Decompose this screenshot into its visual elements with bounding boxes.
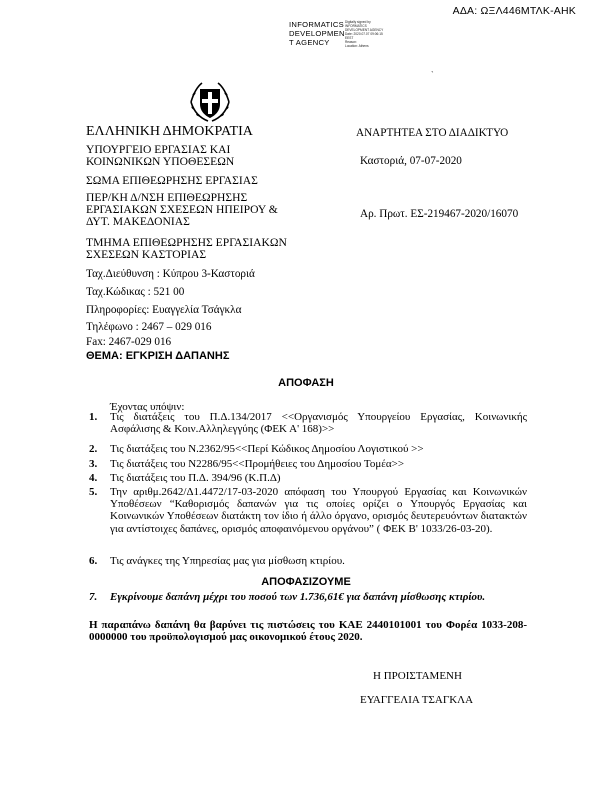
list-number: 5. (89, 486, 98, 498)
list-text: Τις διατάξεις του Ν2286/95<<Προμήθειες του Δημοσίου Τομέα>> (110, 458, 405, 470)
signature-line: INFORMATICS (345, 24, 367, 28)
list-number: 7. (89, 591, 98, 603)
signature-line: Date: 2020.07.07 09:06:15 (345, 32, 383, 36)
signature-line: EEST (345, 36, 354, 40)
budget-paragraph: Η παραπάνω δαπάνη θα βαρύνει τις πιστώσεις του ΚΑΕ 2440101001 του Φορέα 1033-208-0000000 του προϋπολογισμού μας οικονομικού έτους 2020. (89, 619, 527, 644)
list-item (89, 458, 527, 470)
dept-line: ΔΥΤ. ΜΑΚΕΔΟΝΙΑΣ (86, 215, 190, 228)
list-text: Τις διατάξεις του Ν.2362/95<<Περί Κώδικος Δημοσίου Λογιστικού >> (110, 443, 424, 455)
phone-number: Τηλέφωνο : 2467 – 029 016 (86, 321, 212, 333)
decision-heading: ΑΠΟΦΑΣΗ (278, 377, 334, 389)
list-number: 4. (89, 472, 98, 484)
list-text: Τις ανάγκες της Υπηρεσίας μας για μίσθωση κτιρίου. (110, 555, 345, 567)
greek-emblem-icon (188, 80, 232, 124)
ministry-line: ΥΠΟΥΡΓΕΙΟ ΕΡΓΑΣΙΑΣ ΚΑΙ (86, 143, 231, 156)
signature-line: Digitally signed by (345, 20, 371, 24)
list-item (89, 472, 527, 484)
digital-signature-block (345, 20, 383, 48)
contact-info: Πληροφορίες: Ευαγγελία Τσάγκλα (86, 304, 242, 316)
signatory-title: Η ΠΡΟΙΣΤΑΜΕΝΗ (373, 670, 462, 682)
list-number: 3. (89, 458, 98, 470)
regional-directorate (86, 192, 278, 228)
list-item (89, 486, 527, 535)
list-number: 2. (89, 443, 98, 455)
fax-number: Fax: 2467-029 016 (86, 336, 172, 348)
ministry-line: ΚΟΙΝΩΝΙΚΩΝ ΥΠΟΘΕΣΕΩΝ (86, 155, 235, 168)
section-line: ΤΜΗΜΑ ΕΠΙΘΕΩΡΗΣΗΣ ΕΡΓΑΣΙΑΚΩΝ (86, 236, 287, 249)
signature-line: DEVELOPMENT AGENCY (345, 28, 384, 32)
section-line: ΣΧΕΣΕΩΝ ΚΑΣΤΟΡΙΑΣ (86, 248, 207, 261)
signature-line: Location: Athens (345, 44, 369, 48)
postal-address: Ταχ.Διεύθυνση : Κύπρου 3-Καστοριά (86, 268, 255, 280)
list-item (89, 443, 527, 455)
protocol-number: Αρ. Πρωτ. ΕΣ-219467-2020/16070 (360, 208, 519, 220)
list-item (89, 555, 527, 567)
logo-line: DEVELOPMEN (289, 29, 345, 38)
logo-line: INFORMATICS (289, 20, 345, 29)
signatory-name: ΕΥΑΓΓΕΛΙΑ ΤΣΑΓΚΛΑ (360, 694, 474, 706)
having-regard-label: Έχοντας υπόψιν: (110, 401, 185, 413)
country-title: ΕΛΛΗΝΙΚΗ ΔΗΜΟΚΡΑΤΙΑ (86, 124, 253, 139)
subject-line: ΘΕΜΑ: ΕΓΚΡΙΣΗ ΔΑΠΑΝΗΣ (86, 350, 230, 362)
document-date: Καστοριά, 07-07-2020 (360, 155, 462, 167)
list-number: 6. (89, 555, 98, 567)
postal-code: Ταχ.Κώδικας : 521 00 (86, 286, 185, 298)
ministry-name (86, 144, 234, 168)
inspection-body: ΣΩΜΑ ΕΠΙΘΕΩΡΗΣΗΣ ΕΡΓΑΣΙΑΣ (86, 174, 258, 187)
list-number: 1. (89, 411, 98, 423)
tick-mark: ` (431, 70, 434, 79)
list-text: Εγκρίνουμε δαπάνη μέχρι του ποσού των 1.736,61€ για δαπάνη μίσθωσης κτιρίου. (110, 591, 486, 603)
list-text: Τις διατάξεις του Π.Δ.134/2017 <<Οργανισμός Υπουργείου Εργασίας, Κοινωνικής Ασφάλισης & Κοιν.Αλληλεγγύης (ΦΕΚ Α' 168)>> (110, 411, 527, 436)
ada-code: ΑΔΑ: ΩΞΛ446ΜΤΛΚ-ΑΗΚ (452, 5, 576, 17)
signature-line: Reason: (345, 40, 357, 44)
publish-notice: ΑΝΑΡΤΗΤΕΑ ΣΤΟ ΔΙΑΔΙΚΤΥΟ (356, 127, 509, 139)
informatics-logo (289, 20, 345, 47)
dept-line: ΠΕΡ/ΚΗ Δ/ΝΣΗ ΕΠΙΘΕΩΡΗΣΗΣ (86, 191, 248, 204)
list-text: Την αριθμ.2642/Δ1.4472/17-03-2020 απόφαση του Υπουργού Εργασίας και Κοινωνικών Υποθέσεων “Καθορισμός δαπανών για τις οποίες ορίζει ο Υπουργός Εργασίας και Κοινωνικών Υποθέσεων διατάκτη τον ίδιο ή άλλο όργανο, ορισμός δευτερευόντων διατακτών για αντίστοιχες δαπάνες, ορισμός αποφαινόμενου οργάνου” ( ΦΕΚ Β' 1033/26-03-20). (110, 486, 527, 535)
dept-line: ΕΡΓΑΣΙΑΚΩΝ ΣΧΕΣΕΩΝ ΗΠΕΙΡΟΥ & (86, 203, 278, 216)
list-item (89, 411, 527, 435)
inspection-section (86, 237, 287, 261)
list-text: Τις διατάξεις του Π.Δ. 394/96 (Κ.Π.Δ) (110, 472, 281, 484)
we-decide-heading: ΑΠΟΦΑΣΙΖΟΥΜΕ (261, 576, 351, 588)
list-item (89, 591, 527, 603)
logo-line: T AGENCY (289, 38, 330, 47)
